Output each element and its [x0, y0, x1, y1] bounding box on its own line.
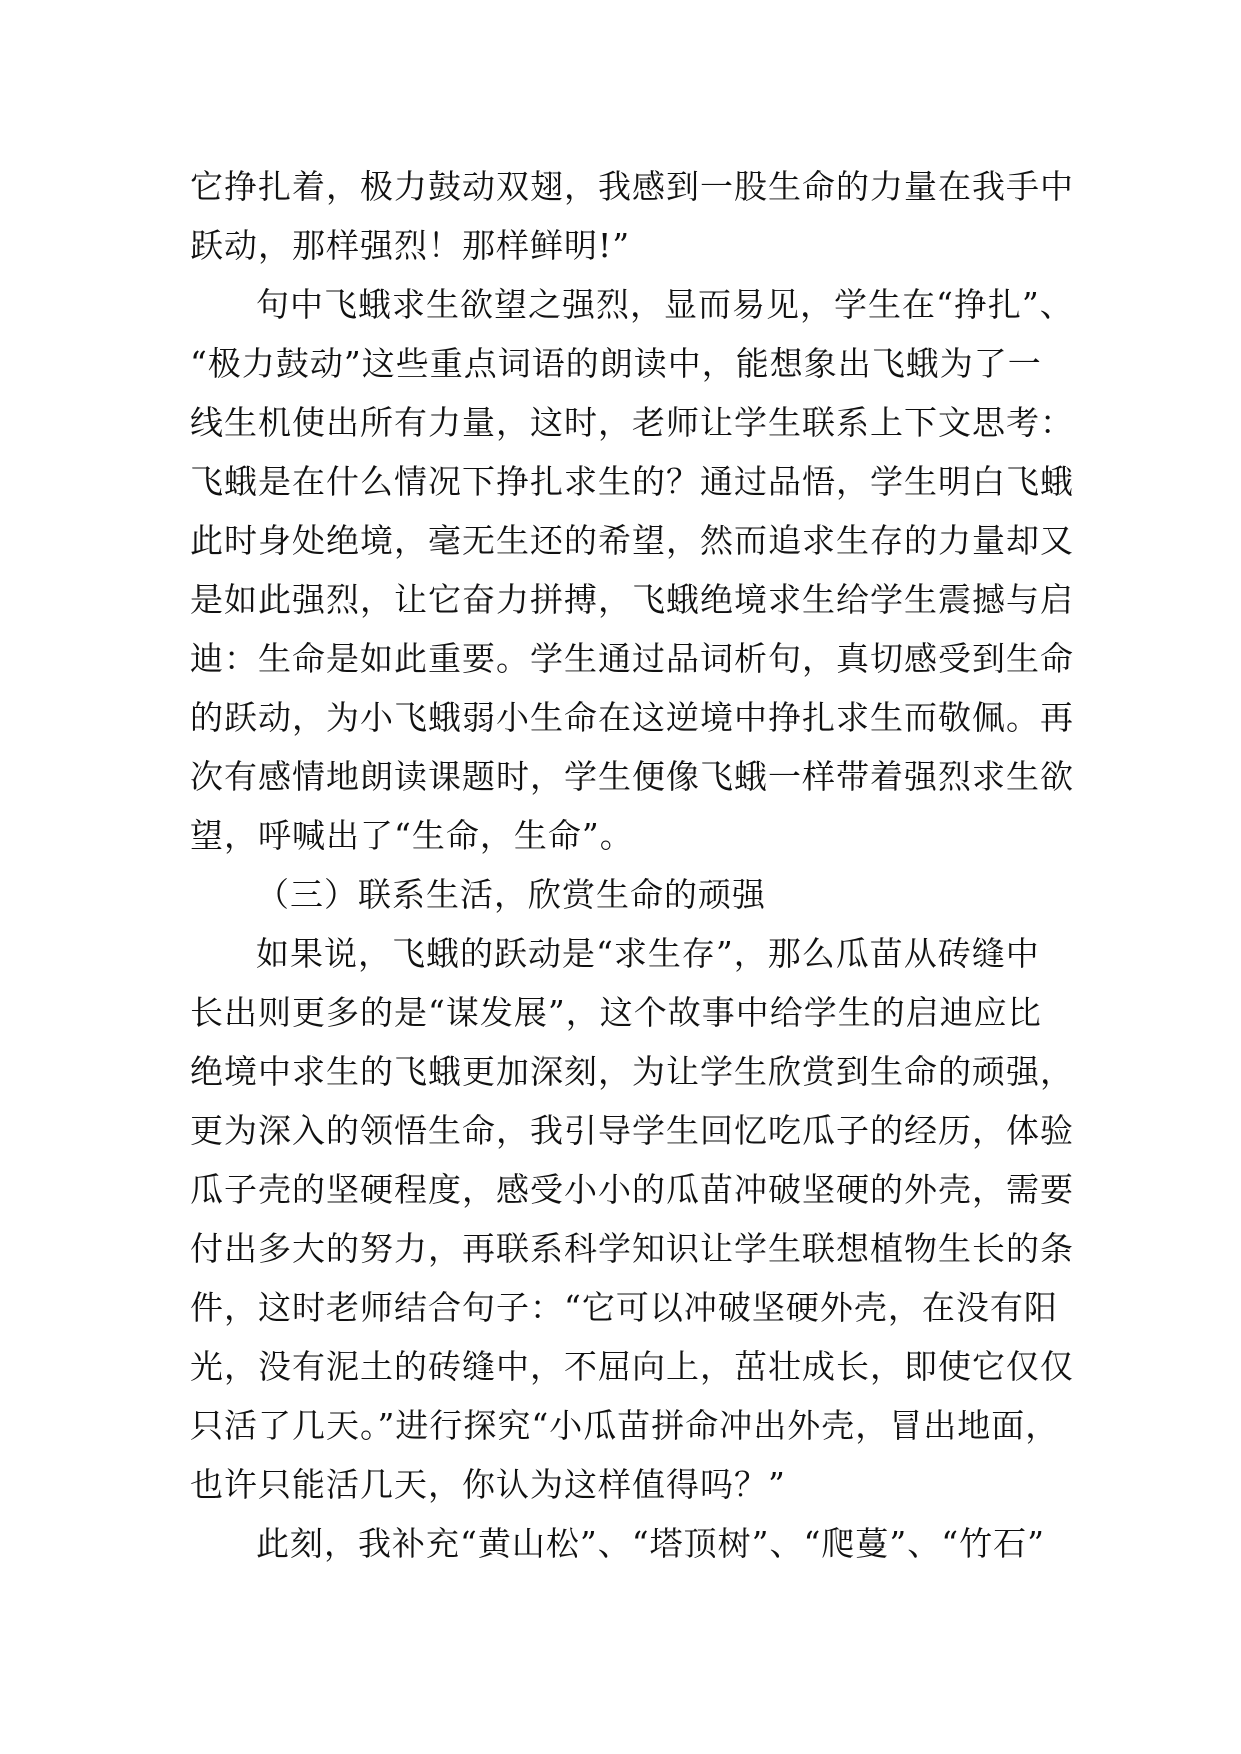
text-line: 的跃动，为小飞蛾弱小生命在这逆境中挣扎求生而敬佩。再: [190, 698, 1074, 737]
text-line: 次有感情地朗读课题时，学生便像飞蛾一样带着强烈求生欲: [190, 757, 1074, 796]
text-line: “极力鼓动”这些重点词语的朗读中，能想象出飞蛾为了一: [190, 344, 1042, 383]
text-line: 此时身处绝境，毫无生还的希望，然而追求生存的力量却又: [190, 521, 1074, 560]
text-line: 是如此强烈，让它奋力拼搏，飞蛾绝境求生给学生震撼与启: [190, 580, 1074, 619]
text-line: 付出多大的努力，再联系科学知识让学生联想植物生长的条: [190, 1229, 1074, 1268]
text-line: 如果说，飞蛾的跃动是“求生存”，那么瓜苗从砖缝中: [256, 934, 1040, 973]
text-line: 绝境中求生的飞蛾更加深刻，为让学生欣赏到生命的顽强，: [190, 1052, 1074, 1091]
text-line: 也许只能活几天，你认为这样值得吗？”: [190, 1465, 786, 1504]
text-line: 只活了几天。”进行探究“小瓜苗拼命冲出外壳，冒出地面，: [190, 1406, 1060, 1445]
text-line: 瓜子壳的坚硬程度，感受小小的瓜苗冲破坚硬的外壳，需要: [190, 1170, 1074, 1209]
text-line: 望，呼喊出了“生命，生命”。: [190, 816, 634, 855]
text-line: 长出则更多的是“谋发展”，这个故事中给学生的启迪应比: [190, 993, 1042, 1032]
text-line: 件，这时老师结合句子：“它可以冲破坚硬外壳，在没有阳: [190, 1288, 1058, 1327]
text-line: 跃动，那样强烈！那样鲜明!”: [190, 226, 631, 265]
text-line: 它挣扎着，极力鼓动双翅，我感到一股生命的力量在我手中: [190, 167, 1074, 206]
text-line: 迪：生命是如此重要。学生通过品词析句，真切感受到生命: [190, 639, 1074, 678]
text-line: 此刻，我补充“黄山松”、“塔顶树”、“爬蔓”、“竹石”: [256, 1524, 1045, 1563]
text-line: 更为深入的领悟生命，我引导学生回忆吃瓜子的经历，体验: [190, 1111, 1074, 1150]
text-line: （三）联系生活，欣赏生命的顽强: [256, 875, 766, 914]
text-line: 句中飞蛾求生欲望之强烈，显而易见，学生在“挣扎”、: [256, 285, 1074, 324]
text-line: 飞蛾是在什么情况下挣扎求生的？通过品悟，学生明白飞蛾: [190, 462, 1074, 501]
text-line: 线生机使出所有力量，这时，老师让学生联系上下文思考：: [190, 403, 1074, 442]
text-line: 光，没有泥土的砖缝中，不屈向上，茁壮成长，即使它仅仅: [190, 1347, 1074, 1386]
document-body: [190, 157, 1074, 1573]
